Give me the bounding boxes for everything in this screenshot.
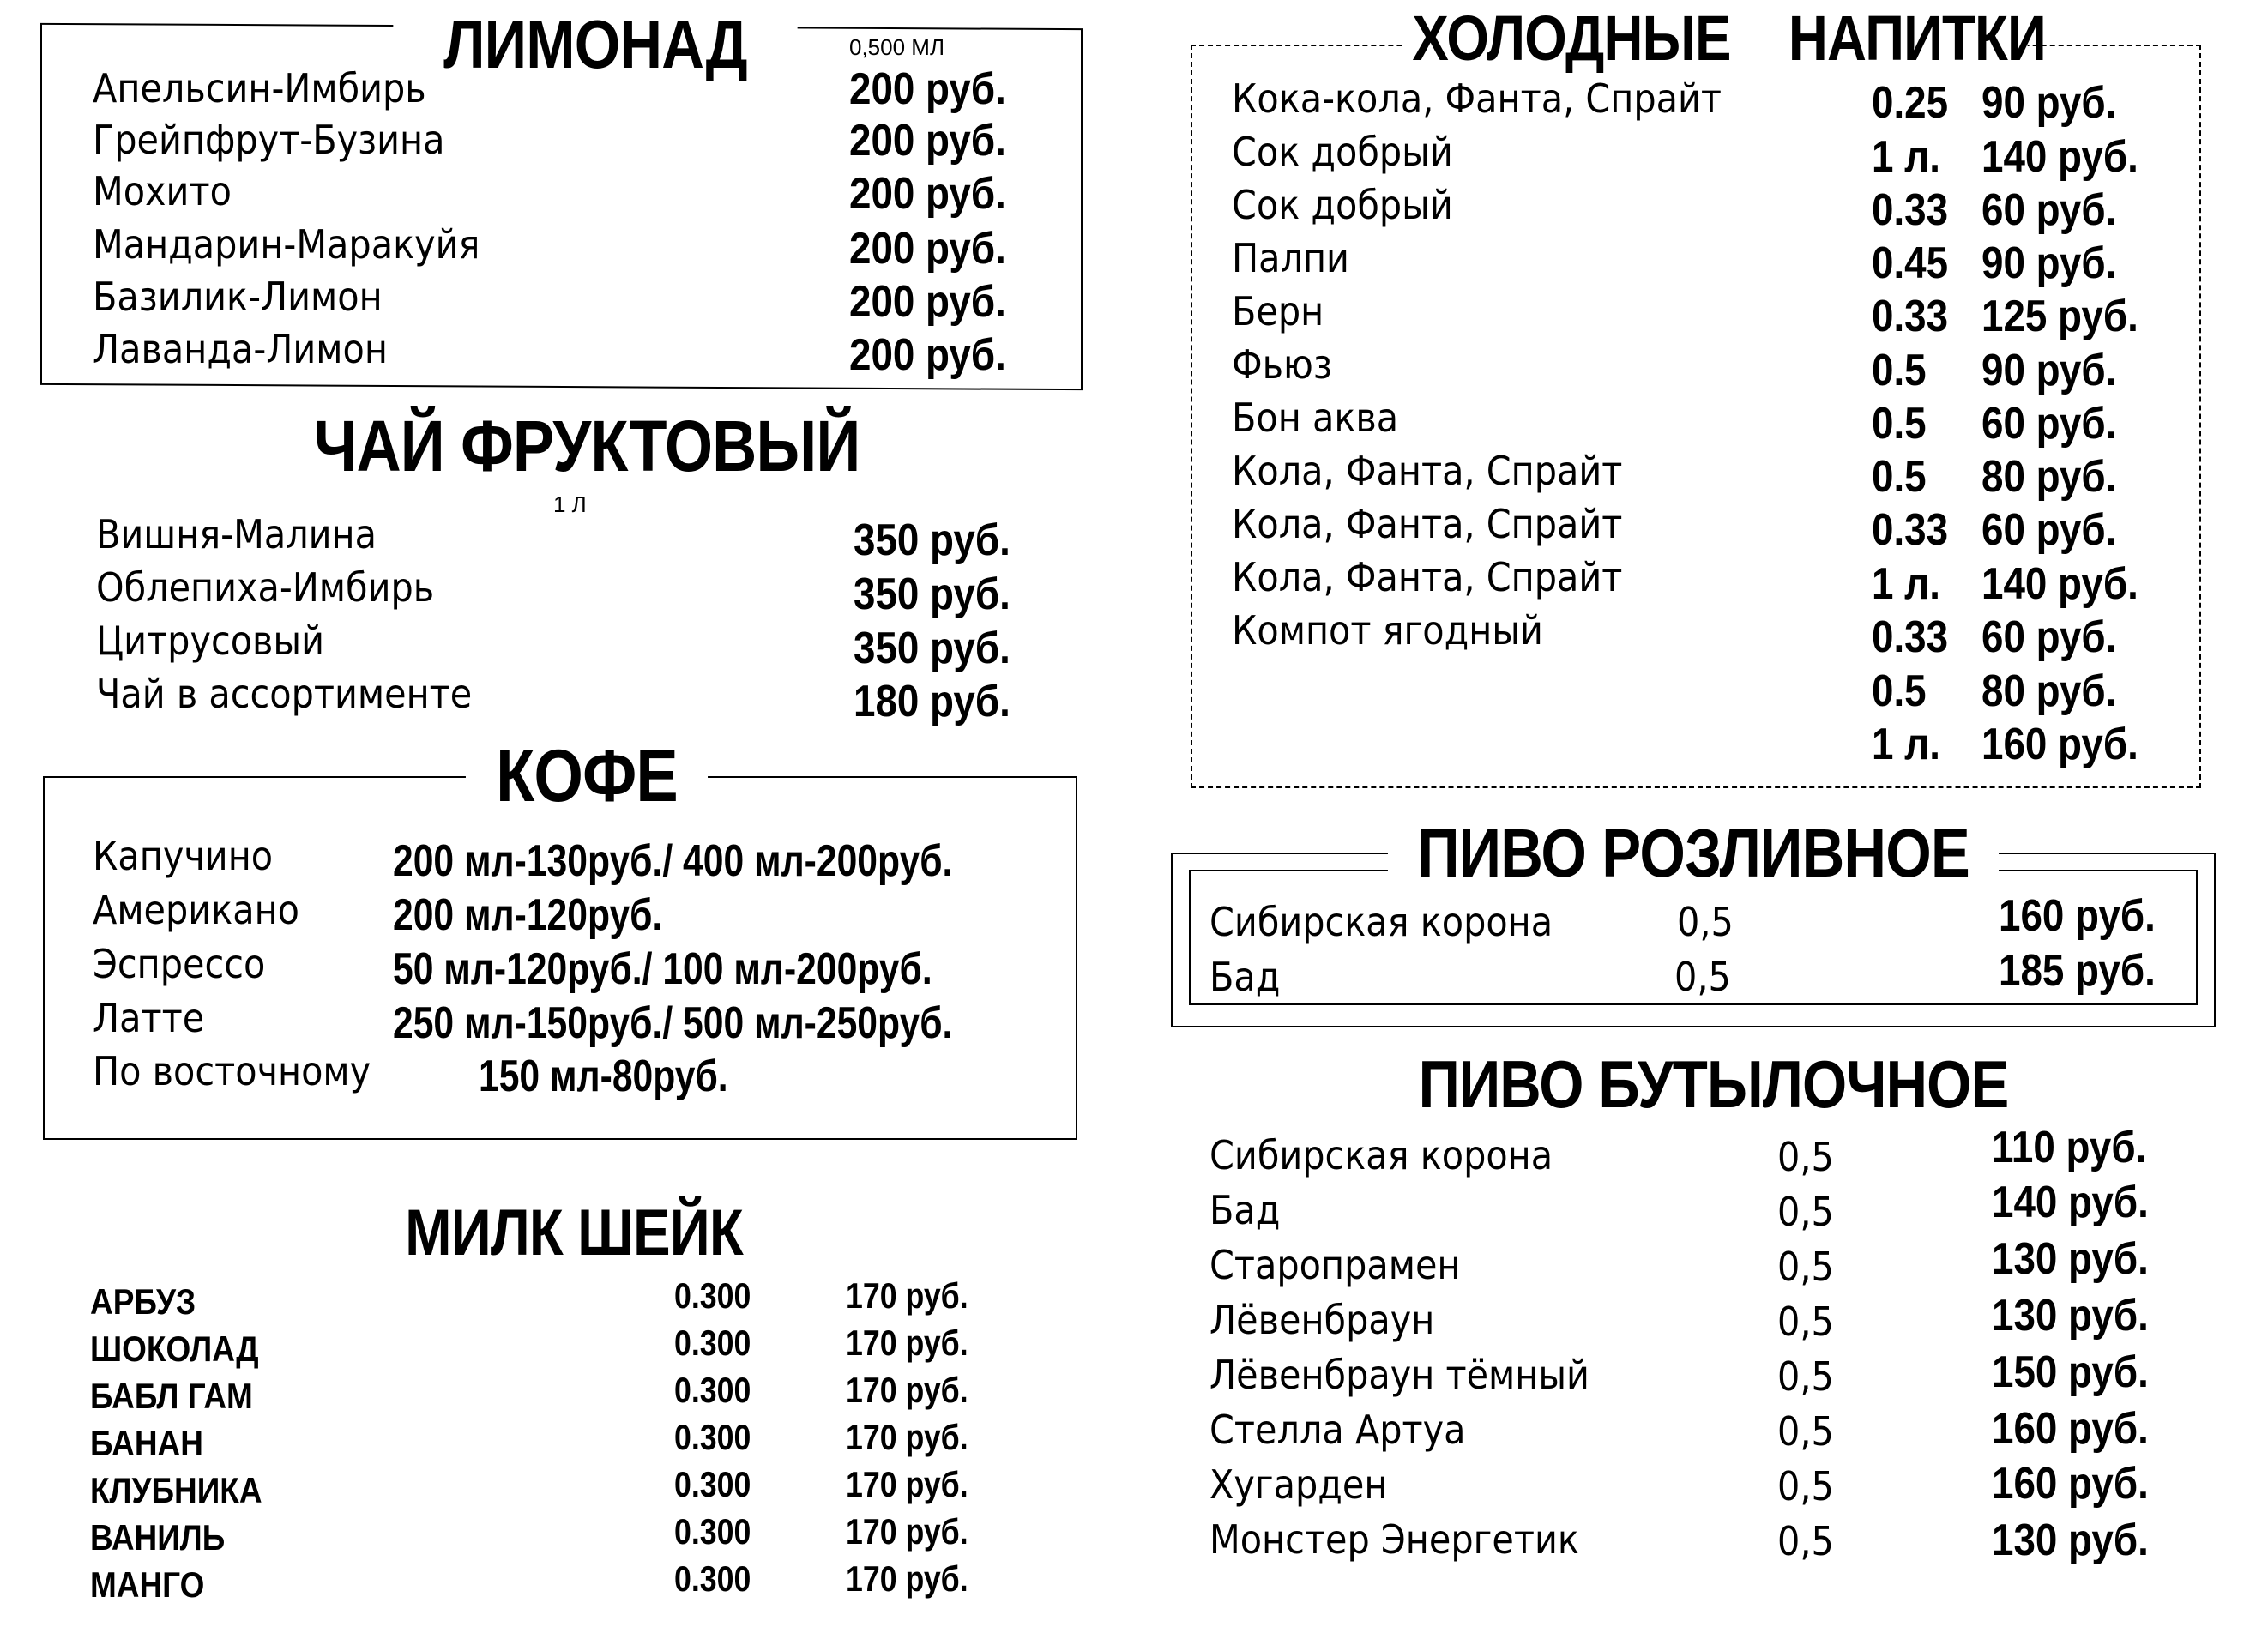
menu-item-price: 130 руб. bbox=[1992, 1515, 2149, 1565]
menu-item-price: 90 руб. bbox=[1981, 238, 2117, 288]
menu-item-price: 170 руб. bbox=[846, 1417, 968, 1457]
menu-item-volume: 0.5 bbox=[1872, 452, 1927, 502]
menu-item-price: 90 руб. bbox=[1981, 346, 2117, 395]
menu-item-price: 200 мл-120руб. bbox=[393, 890, 663, 940]
coffee-title: КОФЕ bbox=[466, 739, 708, 813]
menu-item-name: Грейпфрут-Бузина bbox=[93, 117, 445, 163]
menu-item-price: 200 руб. bbox=[849, 330, 1006, 380]
menu-item-price: 170 руб. bbox=[846, 1558, 968, 1599]
menu-item-name: Чай в ассортименте bbox=[96, 671, 473, 717]
menu-item-name: БАНАН bbox=[90, 1423, 203, 1463]
menu-item-price: 80 руб. bbox=[1981, 452, 2117, 502]
menu-item-volume: 0,5 bbox=[1777, 1299, 1834, 1345]
menu-item-name: КЛУБНИКА bbox=[90, 1470, 262, 1510]
fruit-tea-volume: 1 Л bbox=[553, 491, 587, 517]
menu-item-name: Мохито bbox=[93, 168, 232, 214]
menu-item-price: 200 руб. bbox=[849, 116, 1006, 166]
menu-item-name: Цитрусовый bbox=[96, 618, 325, 664]
menu-item-volume: 0,5 bbox=[1777, 1408, 1834, 1455]
menu-item-price: 350 руб. bbox=[854, 515, 1010, 565]
menu-item-name: Монстер Энергетик bbox=[1209, 1516, 1579, 1563]
menu-item-name: Американо bbox=[93, 887, 299, 933]
menu-item-price: 140 руб. bbox=[1981, 559, 2138, 609]
menu-item-price: 160 руб. bbox=[1992, 1459, 2149, 1509]
fruit-tea-title: ЧАЙ ФРУКТОВЫЙ bbox=[296, 410, 878, 482]
menu-item-price: 140 руб. bbox=[1992, 1178, 2149, 1227]
menu-item-name: Фьюз bbox=[1232, 341, 1332, 388]
menu-item-price: 60 руб. bbox=[1981, 612, 2117, 662]
menu-item-name: Лёвенбраун bbox=[1209, 1297, 1435, 1343]
menu-item-price: 160 руб. bbox=[1992, 1404, 2149, 1454]
menu-item-name: Палпи bbox=[1232, 235, 1349, 281]
menu-item-price: 180 руб. bbox=[854, 677, 1010, 726]
menu-item-volume: 0,5 bbox=[1777, 1189, 1834, 1235]
menu-item-price: 130 руб. bbox=[1992, 1234, 2149, 1284]
menu-item-name: Кола, Фанта, Спрайт bbox=[1232, 448, 1623, 494]
menu-item-name: Компот ягодный bbox=[1232, 607, 1543, 654]
menu-item-price: 60 руб. bbox=[1981, 399, 2117, 449]
menu-item-volume: 0,5 bbox=[1777, 1463, 1834, 1509]
menu-item-price: 60 руб. bbox=[1981, 185, 2117, 235]
menu-item-price: 140 руб. bbox=[1981, 132, 2138, 182]
menu-item-volume: 0.33 bbox=[1872, 185, 1949, 235]
menu-item-name: Лёвенбраун тёмный bbox=[1209, 1352, 1589, 1398]
menu-item-volume: 0.300 bbox=[674, 1323, 751, 1363]
draft-beer-title: ПИВО РОЗЛИВНОЕ bbox=[1388, 819, 1999, 888]
menu-item-volume: 0.25 bbox=[1872, 78, 1949, 128]
menu-item-volume: 0,5 bbox=[1674, 954, 1731, 1000]
menu-item-name: Хугарден bbox=[1209, 1461, 1388, 1508]
menu-item-price: 160 руб. bbox=[1981, 720, 2138, 769]
menu-item-volume: 0.33 bbox=[1872, 612, 1949, 662]
menu-item-volume: 0.5 bbox=[1872, 399, 1927, 449]
menu-item-price: 170 руб. bbox=[846, 1370, 968, 1410]
menu-item-price: 185 руб. bbox=[1999, 946, 2156, 996]
menu-item-volume: 1 л. bbox=[1872, 720, 1940, 769]
menu-item-name: Стелла Артуа bbox=[1209, 1407, 1466, 1453]
menu-item-volume: 0.300 bbox=[674, 1275, 751, 1316]
menu-item-price: 90 руб. bbox=[1981, 78, 2117, 128]
menu-item-name: ШОКОЛАД bbox=[90, 1329, 259, 1369]
menu-item-name: Бон аква bbox=[1232, 395, 1399, 441]
menu-item-volume: 0.300 bbox=[674, 1511, 751, 1552]
menu-item-name: Капучино bbox=[93, 833, 274, 879]
menu-item-name: Лаванда-Лимон bbox=[93, 326, 388, 372]
menu-item-name: МАНГО bbox=[90, 1564, 205, 1605]
menu-item-price: 200 руб. bbox=[849, 224, 1006, 274]
menu-item-volume: 0,5 bbox=[1777, 1244, 1834, 1290]
menu-item-price: 170 руб. bbox=[846, 1464, 968, 1504]
menu-item-name: Латте bbox=[93, 995, 205, 1041]
menu-item-name: Кола, Фанта, Спрайт bbox=[1232, 501, 1623, 547]
menu-item-volume: 0,5 bbox=[1777, 1134, 1834, 1180]
menu-item-price: 170 руб. bbox=[846, 1323, 968, 1363]
menu-item-name: Старопрамен bbox=[1209, 1242, 1461, 1288]
menu-item-price: 200 руб. bbox=[849, 169, 1006, 219]
cold-drinks-title: ХОЛОДНЫЕ НАПИТКИ bbox=[1402, 7, 2027, 70]
menu-item-volume: 0.300 bbox=[674, 1558, 751, 1599]
menu-item-price: 60 руб. bbox=[1981, 505, 2117, 555]
menu-item-volume: 0.5 bbox=[1872, 346, 1927, 395]
menu-item-price: 80 руб. bbox=[1981, 666, 2117, 716]
menu-item-price: 200 руб. bbox=[849, 64, 1006, 114]
menu-item-price: 350 руб. bbox=[854, 569, 1010, 619]
milkshake-title: МИЛК ШЕЙК bbox=[379, 1201, 769, 1266]
menu-item-price: 170 руб. bbox=[846, 1275, 968, 1316]
menu-item-price: 350 руб. bbox=[854, 624, 1010, 673]
menu-item-name: Кола, Фанта, Спрайт bbox=[1232, 554, 1623, 600]
menu-item-price: 200 руб. bbox=[849, 277, 1006, 327]
menu-item-price: 170 руб. bbox=[846, 1511, 968, 1552]
bottled-beer-title: ПИВО БУТЫЛОЧНОЕ bbox=[1408, 1051, 2005, 1118]
menu-item-name: АРБУЗ bbox=[90, 1281, 196, 1322]
menu-item-name: ВАНИЛЬ bbox=[90, 1517, 226, 1558]
menu-item-volume: 0.300 bbox=[674, 1370, 751, 1410]
menu-item-price: 150 руб. bbox=[1992, 1347, 2149, 1397]
menu-item-name: Кока-кола, Фанта, Спрайт bbox=[1232, 75, 1722, 122]
menu-item-name: Берн bbox=[1232, 288, 1324, 334]
menu-item-name: Сок добрый bbox=[1232, 129, 1453, 175]
menu-item-name: Базилик-Лимон bbox=[93, 274, 383, 320]
menu-item-volume: 0,5 bbox=[1777, 1518, 1834, 1564]
menu-item-name: Вишня-Малина bbox=[96, 511, 377, 557]
menu-item-volume: 0.300 bbox=[674, 1417, 751, 1457]
menu-item-name: Мандарин-Маракуйя bbox=[93, 221, 480, 268]
lemonade-title: ЛИМОНАД bbox=[393, 10, 797, 79]
lemonade-volume: 0,500 МЛ bbox=[849, 34, 945, 60]
menu-item-price: 150 мл-80руб. bbox=[479, 1051, 728, 1101]
menu-item-name: Бад bbox=[1209, 954, 1281, 1000]
menu-item-name: Сибирская корона bbox=[1209, 1132, 1553, 1178]
menu-item-volume: 0.33 bbox=[1872, 292, 1949, 341]
menu-item-price: 125 руб. bbox=[1981, 292, 2138, 341]
menu-item-name: Бад bbox=[1209, 1187, 1281, 1233]
menu-item-volume: 1 л. bbox=[1872, 132, 1940, 182]
menu-item-name: БАБЛ ГАМ bbox=[90, 1376, 253, 1416]
menu-item-volume: 0,5 bbox=[1677, 899, 1734, 945]
menu-item-name: Облепиха-Имбирь bbox=[96, 564, 435, 611]
menu-item-price: 200 мл-130руб./ 400 мл-200руб. bbox=[393, 836, 953, 886]
menu-item-name: По восточному bbox=[93, 1048, 371, 1094]
menu-item-name: Эспрессо bbox=[93, 941, 266, 987]
menu-item-price: 110 руб. bbox=[1992, 1123, 2147, 1172]
menu-item-volume: 0.5 bbox=[1872, 666, 1927, 716]
menu-item-volume: 0.33 bbox=[1872, 505, 1949, 555]
menu-item-volume: 0.45 bbox=[1872, 238, 1949, 288]
menu-item-volume: 0.300 bbox=[674, 1464, 751, 1504]
menu-item-volume: 0,5 bbox=[1777, 1353, 1834, 1400]
menu-item-price: 130 руб. bbox=[1992, 1291, 2149, 1341]
menu-item-volume: 1 л. bbox=[1872, 559, 1940, 609]
menu-item-price: 160 руб. bbox=[1999, 891, 2156, 941]
menu-item-price: 250 мл-150руб./ 500 мл-250руб. bbox=[393, 998, 953, 1048]
menu-item-price: 50 мл-120руб./ 100 мл-200руб. bbox=[393, 944, 932, 994]
menu-item-name: Апельсин-Имбирь bbox=[93, 65, 426, 111]
menu-item-name: Сок добрый bbox=[1232, 182, 1453, 228]
menu-item-name: Сибирская корона bbox=[1209, 899, 1553, 945]
